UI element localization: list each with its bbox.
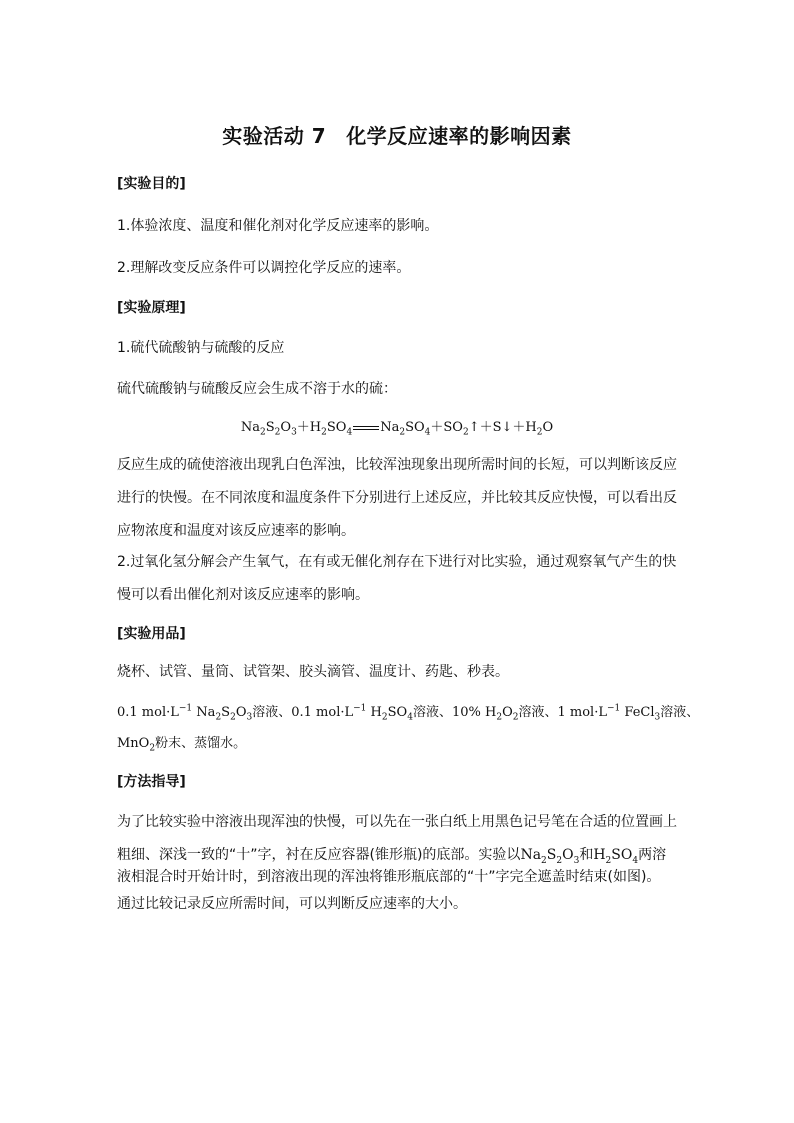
principle-item2: 2.过氧化氢分解会产生氧气，在有或无催化剂存在下进行对比实验，通过观察氧气产生的快慢可以看出催化剂对该反应速率的影响。 bbox=[117, 554, 677, 603]
equals-sign-icon bbox=[353, 423, 379, 433]
materials-reagents-line1: 0.1 $mol\cdot L^{-1}$ $Na_2S_2O_3$溶液、0.1 $mol\cdot L^{-1}$ $H_2SO_4$溶液、10% $H_2O_2$溶液、1 $mol\cdot L^{-1}$ FeCl$_3$溶液、 bbox=[117, 703, 700, 723]
heading-principle: [实验原理] bbox=[117, 300, 186, 316]
method-line-4: 通过比较记录反应所需时间，可以判断反应速率的大小。 bbox=[117, 896, 467, 912]
principle-item1-intro: 硫代硫酸钠与硫酸反应会生成不溶于水的硫： bbox=[117, 381, 397, 397]
principle-item1-description: 反应生成的硫使溶液出现乳白色浑浊，比较浑浊现象出现所需时间的长短，可以判断该反应进行的快慢。在不同浓度和温度条件下分别进行上述反应，并比较其反应快慢，可以看出反应物浓度和温度对该反应速率的影响。 bbox=[117, 457, 677, 539]
method-line-3: 液相混合时开始计时，到溶液出现的浑浊将锥形瓶底部的“十”字完全遮盖时结束(如图)。 bbox=[117, 869, 661, 885]
page-title bbox=[0, 120, 794, 149]
purpose-item-1: 1.体验浓度、温度和催化剂对化学反应速率的影响。 bbox=[117, 218, 439, 234]
heading-purpose: [实验目的] bbox=[117, 176, 186, 192]
principle-item1-title: 1.硫代硫酸钠与硫酸的反应 bbox=[117, 340, 285, 356]
title-activity: 实验活动 7 bbox=[222, 124, 327, 148]
title-topic: 化学反应速率的影响因素 bbox=[346, 124, 572, 148]
method-line-1: 为了比较实验中溶液出现浑浊的快慢，可以先在一张白纸上用黑色记号笔在合适的位置画上 bbox=[117, 814, 677, 830]
materials-equipment: 烧杯、试管、量筒、试管架、胶头滴管、温度计、药匙、秒表。 bbox=[117, 664, 509, 680]
method-line-2: 粗细、深浅一致的“十”字，衬在反应容器(锥形瓶)的底部。实验以$Na_2S_2O_3$和$H_2SO_4$两溶 bbox=[117, 847, 667, 866]
materials-reagents-line2: MnO$_2$粉末、蒸馏水。 bbox=[117, 736, 247, 754]
heading-materials: [实验用品] bbox=[117, 626, 186, 642]
heading-method: [方法指导] bbox=[117, 774, 186, 790]
reaction-equation: $Na_2S_2O_3+H_2SO_4$ $Na_2SO_4+SO_2↑+S↓+H_2O$ bbox=[240, 420, 554, 438]
purpose-item-2: 2.理解改变反应条件可以调控化学反应的速率。 bbox=[117, 260, 411, 276]
